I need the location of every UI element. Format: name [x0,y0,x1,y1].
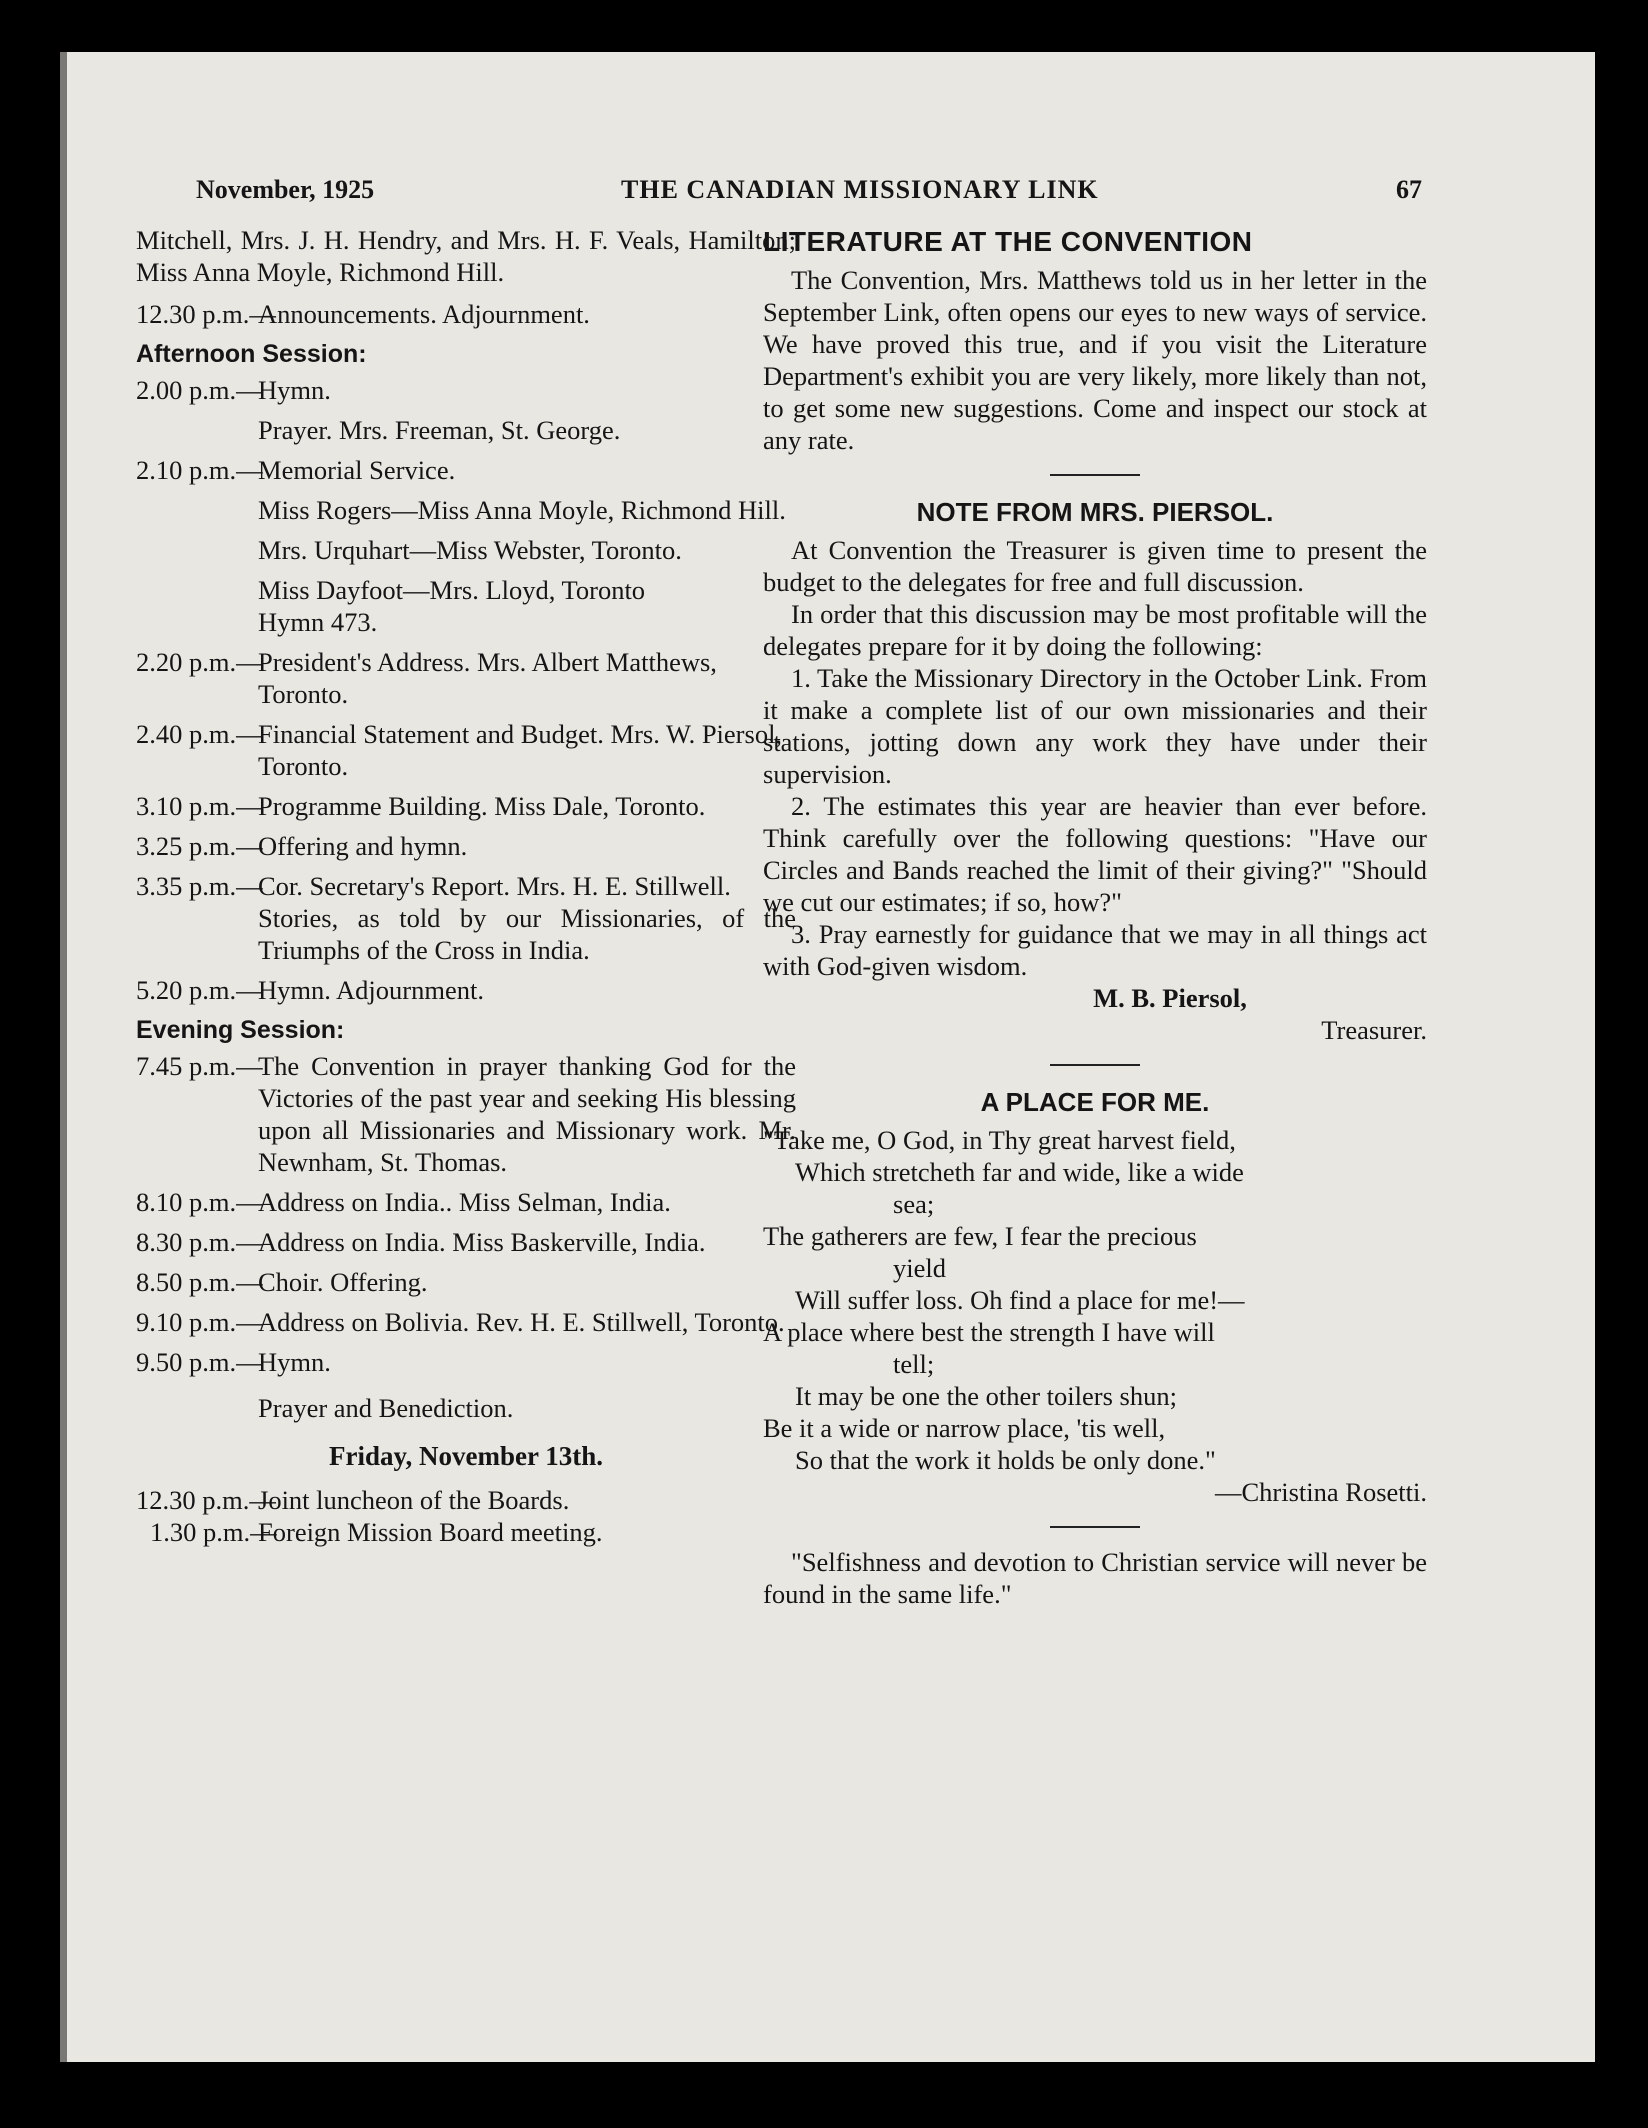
signature-name: M. B. Piersol, [1093,983,1247,1013]
program-entry: 7.45 p.m.— The Convention in prayer thanking God for the Victories of the past year and seeking His blessing upon all Missionaries and Missionary work. Mr. Newnham, St. Thomas. [136,1051,796,1177]
program-entry: 2.40 p.m.— Financial Statement and Budget. Mrs. W. Piersol, Toronto. [136,719,783,781]
poem-line: It may be one the other toilers shun; [795,1381,1177,1411]
header-page-number: 67 [1396,175,1422,204]
program-subentry: Prayer. Mrs. Freeman, St. George. [258,415,621,445]
running-header [136,174,1424,214]
left-column [136,224,796,1556]
program-entry: 8.30 p.m.— Address on India. Miss Baskerville, India. [136,1227,706,1257]
poem-line: yield [893,1253,946,1283]
section-divider [1050,1064,1140,1066]
note-paragraph: In order that this discussion may be most profitable will the delegates prepare for it by doing the following: [763,599,1427,661]
poem-title: A PLACE FOR ME. [980,1087,1210,1117]
poem-line: Which stretcheth far and wide, like a wide [795,1157,1244,1187]
program-entry: 9.50 p.m.— Hymn. [136,1347,331,1377]
note-paragraph: 2. The estimates this year are heavier than ever before. Think carefully over the following questions: "Have our Circles and Bands reached the limit of their giving?" "Should we cut our estimates; if so, how?" [763,791,1427,917]
poem [763,1124,1427,1476]
poem-line: Be it a wide or narrow place, 'tis well, [763,1413,1166,1443]
memorial-item: Miss Rogers—Miss Anna Moyle, Richmond Hill. [258,495,786,525]
program-entry: 12.30 p.m.— Announcements. Adjournment. [136,299,590,329]
right-column [763,224,1427,1610]
poem-line: The gatherers are few, I fear the precious [763,1221,1197,1251]
program-subentry: Stories, as told by our Missionaries, of the Triumphs of the Cross in India. [258,903,796,965]
evening-session-heading: Evening Session: [136,1016,345,1044]
signature-role: Treasurer. [1321,1015,1427,1045]
literature-title: LITERATURE AT THE CONVENTION [763,226,1253,257]
friday-heading: Friday, November 13th. [329,1441,603,1471]
note-paragraph: At Convention the Treasurer is given time to present the budget to the delegates for free and full discussion. [763,535,1427,597]
literature-body: The Convention, Mrs. Matthews told us in her letter in the September Link, often opens our eyes to new ways of service. We have proved this true, and if you visit the Literature Department's exhibit you are very likely, more likely than not, to get some new suggestions. Come and inspect our stock at any rate. [763,265,1427,455]
poem-line: So that the work it holds be only done." [795,1445,1216,1475]
memorial-item: Miss Dayfoot—Mrs. Lloyd, Toronto [258,575,646,605]
afternoon-session-heading: Afternoon Session: [136,340,367,368]
program-entry: 2.20 p.m.— President's Address. Mrs. Albert Matthews, Toronto. [136,647,717,709]
note-paragraph: 1. Take the Missionary Directory in the October Link. From it make a complete list of our own missionaries and their stations, jotting down any work they have under their supervision. [763,663,1427,789]
program-intro: Mitchell, Mrs. J. H. Hendry, and Mrs. H. F. Veals, Hamilton; Miss Anna Moyle, Richmond Hill. [136,225,796,287]
poem-line: Will suffer loss. Oh find a place for me!— [795,1285,1245,1315]
memorial-hymn: Hymn 473. [258,607,378,637]
program-entry: 5.20 p.m.— Hymn. Adjournment. [136,975,484,1005]
note-paragraph: 3. Pray earnestly for guidance that we may in all things act with God-given wisdom. [763,919,1427,981]
note-title: NOTE FROM MRS. PIERSOL. [916,497,1274,527]
program-entry: 3.25 p.m.— Offering and hymn. [136,831,468,861]
closing-quote: "Selfishness and devotion to Christian service will never be found in the same life." [763,1547,1427,1609]
poem-line: A place where best the strength I have will [763,1317,1215,1347]
header-date: November, 1925 [196,175,375,204]
program-entry: 12.30 p.m.— Joint luncheon of the Boards. [136,1485,570,1515]
program-entry: 2.10 p.m.— Memorial Service. [136,455,456,485]
program-entry: 9.10 p.m.— Address on Bolivia. Rev. H. E. Stillwell, Toronto. [136,1307,785,1337]
header-title: THE CANADIAN MISSIONARY LINK [621,175,1099,204]
program-entry: 1.30 p.m.— Foreign Mission Board meeting. [150,1517,603,1547]
program-subentry: Prayer and Benediction. [258,1393,514,1423]
program-entry: 2.00 p.m.— Hymn. [136,375,331,405]
program-entry: 3.10 p.m.— Programme Building. Miss Dale, Toronto. [136,791,706,821]
poem-line: sea; [893,1189,935,1219]
program-entry: 8.10 p.m.— Address on India.. Miss Selman, India. [136,1187,671,1217]
program-entry: 3.35 p.m.— Cor. Secretary's Report. Mrs. H. E. Stillwell. [136,871,731,901]
program-entry: 8.50 p.m.— Choir. Offering. [136,1267,428,1297]
memorial-item: Mrs. Urquhart—Miss Webster, Toronto. [258,535,682,565]
poem-line: tell; [893,1349,935,1379]
section-divider [1050,1526,1140,1528]
poem-line: "Take me, O God, in Thy great harvest field, [763,1125,1236,1155]
section-divider [1050,474,1140,476]
poem-author: —Christina Rosetti. [1215,1477,1427,1507]
